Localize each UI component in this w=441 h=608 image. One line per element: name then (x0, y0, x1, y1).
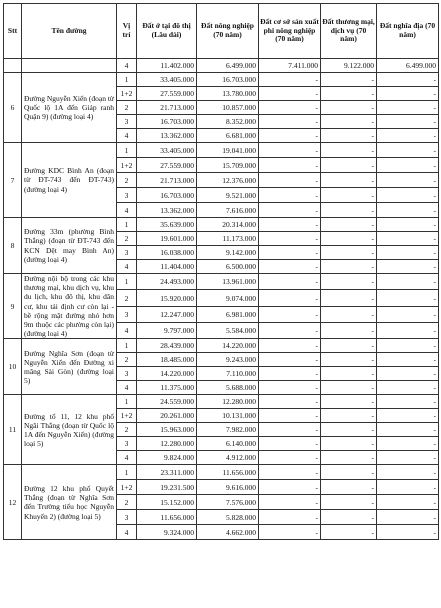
header-cemetery: Đất nghĩa địa (70 năm) (377, 4, 439, 59)
agricultural-price: 9.243.000 (197, 353, 259, 367)
agricultural-price: 5.688.000 (197, 381, 259, 395)
street-name: Đường KDC Bình An (đoạn từ ĐT-743 đến ĐT-743) (đường loại 4) (22, 143, 117, 218)
agricultural-price: 13.961.000 (197, 274, 259, 290)
cemetery-price: - (377, 480, 439, 495)
carry-over-street (22, 59, 117, 73)
position-cell: 3 (117, 246, 137, 260)
commercial-price: - (321, 260, 377, 274)
cemetery-price: - (377, 203, 439, 218)
non-agri-price: - (259, 143, 321, 158)
table-row (4, 218, 439, 232)
urban-land-price: 33.405.000 (137, 73, 197, 87)
cemetery-price: - (377, 143, 439, 158)
non-agri-price: - (259, 129, 321, 143)
urban-land-price: 28.439.000 (137, 339, 197, 353)
commercial-price: - (321, 353, 377, 367)
agricultural-price: 19.041.000 (197, 143, 259, 158)
urban-land-price: 19.601.000 (137, 232, 197, 246)
commercial-price: - (321, 188, 377, 203)
commercial-price: - (321, 274, 377, 290)
commercial-price: - (321, 395, 377, 409)
agricultural-price: 6.681.000 (197, 129, 259, 143)
cemetery-price: - (377, 246, 439, 260)
table-row (4, 143, 439, 158)
position-cell: 2 (117, 495, 137, 510)
street-name: Đường nội bộ trong các khu thương mại, khu dịch vụ, khu du lịch, khu đô thị, khu dân cư, khu tái định cư còn lại - bề rộng mặt đường nhỏ hơn 9m thuộc các phường còn lại) (đường loại 4) (22, 274, 117, 339)
urban-land-price: 14.220.000 (137, 367, 197, 381)
position-cell: 3 (117, 188, 137, 203)
urban-land-price: 27.559.000 (137, 87, 197, 101)
cemetery-price: - (377, 115, 439, 129)
commercial-price: - (321, 87, 377, 101)
agricultural-price: 9.521.000 (197, 188, 259, 203)
position-cell: 1 (117, 73, 137, 87)
commercial-price: - (321, 218, 377, 232)
non-agri-price: - (259, 203, 321, 218)
cemetery-price: - (377, 158, 439, 173)
row-stt: 7 (4, 143, 22, 218)
non-agri-price: - (259, 274, 321, 290)
agricultural-price: 10.857.000 (197, 101, 259, 115)
non-agri-price: - (259, 367, 321, 381)
position-cell: 3 (117, 510, 137, 525)
position-cell: 3 (117, 367, 137, 381)
non-agri-price: - (259, 246, 321, 260)
urban-land-price: 11.656.000 (137, 510, 197, 525)
header-commercial: Đất thương mại, dịch vụ (70 năm) (321, 4, 377, 59)
non-agri-price: - (259, 306, 321, 322)
row-stt: 10 (4, 339, 22, 395)
position-cell: 2 (117, 353, 137, 367)
non-agri-price: - (259, 353, 321, 367)
cemetery-price: - (377, 87, 439, 101)
carry-over-position: 4 (117, 59, 137, 73)
urban-land-price: 11.404.000 (137, 260, 197, 274)
agricultural-price: 10.131.000 (197, 409, 259, 423)
cemetery-price: - (377, 395, 439, 409)
agricultural-price: 7.616.000 (197, 203, 259, 218)
non-agri-price: - (259, 188, 321, 203)
non-agri-price: - (259, 423, 321, 437)
urban-land-price: 12.247.000 (137, 306, 197, 322)
cemetery-price: - (377, 274, 439, 290)
table-row (4, 465, 439, 480)
position-cell: 4 (117, 323, 137, 339)
commercial-price: - (321, 232, 377, 246)
street-name: Đường Nguyễn Xiển (đoạn từ Quốc lộ 1A đến Giáp ranh Quận 9) (đường loại 4) (22, 73, 117, 143)
position-cell: 4 (117, 203, 137, 218)
agricultural-price: 11.173.000 (197, 232, 259, 246)
cemetery-price: - (377, 525, 439, 540)
cemetery-price: - (377, 409, 439, 423)
commercial-price: - (321, 173, 377, 188)
cemetery-price: - (377, 495, 439, 510)
commercial-price: - (321, 306, 377, 322)
row-stt: 9 (4, 274, 22, 339)
agricultural-price: 20.314.000 (197, 218, 259, 232)
agricultural-price: 5.828.000 (197, 510, 259, 525)
agricultural-price: 11.656.000 (197, 465, 259, 480)
non-agri-price: - (259, 232, 321, 246)
agricultural-price: 12.376.000 (197, 173, 259, 188)
position-cell: 2 (117, 173, 137, 188)
urban-land-price: 21.713.000 (137, 173, 197, 188)
agricultural-price: 6.140.000 (197, 437, 259, 451)
position-cell: 2 (117, 101, 137, 115)
commercial-price: - (321, 465, 377, 480)
carry-over-cemetery: 6.499.000 (377, 59, 439, 73)
position-cell: 2 (117, 423, 137, 437)
commercial-price: - (321, 367, 377, 381)
cemetery-price: - (377, 381, 439, 395)
table-row (4, 339, 439, 353)
non-agri-price: - (259, 73, 321, 87)
agricultural-price: 7.982.000 (197, 423, 259, 437)
position-cell: 1 (117, 274, 137, 290)
urban-land-price: 24.559.000 (137, 395, 197, 409)
position-cell: 1 (117, 465, 137, 480)
non-agri-price: - (259, 323, 321, 339)
position-cell: 2 (117, 232, 137, 246)
commercial-price: - (321, 381, 377, 395)
agricultural-price: 12.280.000 (197, 395, 259, 409)
cemetery-price: - (377, 367, 439, 381)
commercial-price: - (321, 451, 377, 465)
commercial-price: - (321, 423, 377, 437)
urban-land-price: 13.362.000 (137, 203, 197, 218)
carry-over-commercial: 9.122.000 (321, 59, 377, 73)
agricultural-price: 9.142.000 (197, 246, 259, 260)
cemetery-price: - (377, 188, 439, 203)
header-urban-land: Đất ở tại đô thị (Lâu dài) (137, 4, 197, 59)
agricultural-price: 6.500.000 (197, 260, 259, 274)
non-agri-price: - (259, 260, 321, 274)
cemetery-price: - (377, 290, 439, 306)
cemetery-price: - (377, 437, 439, 451)
position-cell: 1+2 (117, 158, 137, 173)
row-stt: 12 (4, 465, 22, 540)
header-position: Vị trí (117, 4, 137, 59)
cemetery-price: - (377, 101, 439, 115)
commercial-price: - (321, 409, 377, 423)
cemetery-price: - (377, 73, 439, 87)
non-agri-price: - (259, 158, 321, 173)
carry-over-nonagri: 7.411.000 (259, 59, 321, 73)
non-agri-price: - (259, 339, 321, 353)
row-stt: 8 (4, 218, 22, 274)
agricultural-price: 9.074.000 (197, 290, 259, 306)
header-stt: Stt (4, 4, 22, 59)
cemetery-price: - (377, 339, 439, 353)
non-agri-price: - (259, 101, 321, 115)
non-agri-price: - (259, 173, 321, 188)
header-agricultural: Đất nông nghiệp (70 năm) (197, 4, 259, 59)
urban-land-price: 19.231.500 (137, 480, 197, 495)
urban-land-price: 20.261.000 (137, 409, 197, 423)
commercial-price: - (321, 158, 377, 173)
cemetery-price: - (377, 129, 439, 143)
urban-land-price: 35.639.000 (137, 218, 197, 232)
position-cell: 1 (117, 395, 137, 409)
agricultural-price: 14.220.000 (197, 339, 259, 353)
urban-land-price: 13.362.000 (137, 129, 197, 143)
position-cell: 4 (117, 525, 137, 540)
urban-land-price: 21.713.000 (137, 101, 197, 115)
position-cell: 1+2 (117, 87, 137, 101)
header-street: Tên đường (22, 4, 117, 59)
position-cell: 1 (117, 339, 137, 353)
position-cell: 4 (117, 381, 137, 395)
agricultural-price: 8.352.000 (197, 115, 259, 129)
carry-over-urban: 11.402.000 (137, 59, 197, 73)
non-agri-price: - (259, 409, 321, 423)
non-agri-price: - (259, 87, 321, 101)
non-agri-price: - (259, 437, 321, 451)
commercial-price: - (321, 510, 377, 525)
street-name: Đường 12 khu phố Quyết Thắng (đoạn từ Nghĩa Sơn đến Trường tiểu học Nguyễn Khuyến 2) (đường loại 5) (22, 465, 117, 540)
commercial-price: - (321, 246, 377, 260)
non-agri-price: - (259, 395, 321, 409)
urban-land-price: 9.824.000 (137, 451, 197, 465)
cemetery-price: - (377, 465, 439, 480)
position-cell: 4 (117, 129, 137, 143)
street-name: Đường Nghĩa Sơn (đoạn từ Nguyễn Xiển đến Đường xi măng Sài Gòn) (đường loại 5) (22, 339, 117, 395)
agricultural-price: 7.576.000 (197, 495, 259, 510)
agricultural-price: 16.703.000 (197, 73, 259, 87)
commercial-price: - (321, 290, 377, 306)
urban-land-price: 24.493.000 (137, 274, 197, 290)
urban-land-price: 33.405.000 (137, 143, 197, 158)
urban-land-price: 15.963.000 (137, 423, 197, 437)
table-row (4, 274, 439, 290)
urban-land-price: 15.152.000 (137, 495, 197, 510)
non-agri-price: - (259, 495, 321, 510)
commercial-price: - (321, 480, 377, 495)
cemetery-price: - (377, 306, 439, 322)
urban-land-price: 16.038.000 (137, 246, 197, 260)
cemetery-price: - (377, 323, 439, 339)
commercial-price: - (321, 143, 377, 158)
row-stt: 11 (4, 395, 22, 465)
commercial-price: - (321, 339, 377, 353)
agricultural-price: 6.981.000 (197, 306, 259, 322)
carry-over-stt (4, 59, 22, 73)
row-stt: 6 (4, 73, 22, 143)
cemetery-price: - (377, 423, 439, 437)
cemetery-price: - (377, 451, 439, 465)
urban-land-price: 15.920.000 (137, 290, 197, 306)
urban-land-price: 18.485.000 (137, 353, 197, 367)
commercial-price: - (321, 101, 377, 115)
commercial-price: - (321, 129, 377, 143)
non-agri-price: - (259, 465, 321, 480)
urban-land-price: 12.280.000 (137, 437, 197, 451)
position-cell: 4 (117, 451, 137, 465)
commercial-price: - (321, 73, 377, 87)
position-cell: 1 (117, 143, 137, 158)
cemetery-price: - (377, 510, 439, 525)
commercial-price: - (321, 115, 377, 129)
commercial-price: - (321, 525, 377, 540)
urban-land-price: 23.311.000 (137, 465, 197, 480)
position-cell: 3 (117, 306, 137, 322)
agricultural-price: 13.780.000 (197, 87, 259, 101)
urban-land-price: 11.375.000 (137, 381, 197, 395)
cemetery-price: - (377, 218, 439, 232)
position-cell: 4 (117, 260, 137, 274)
land-price-table (3, 3, 439, 540)
urban-land-price: 27.559.000 (137, 158, 197, 173)
position-cell: 1+2 (117, 409, 137, 423)
commercial-price: - (321, 495, 377, 510)
agricultural-price: 4.662.000 (197, 525, 259, 540)
street-name: Đường tổ 11, 12 khu phố Ngãi Thắng (đoạn từ Quốc lộ 1A đến Nguyễn Xiển) (đường loại 5) (22, 395, 117, 465)
position-cell: 2 (117, 290, 137, 306)
commercial-price: - (321, 203, 377, 218)
agricultural-price: 15.709.000 (197, 158, 259, 173)
cemetery-price: - (377, 232, 439, 246)
non-agri-price: - (259, 525, 321, 540)
non-agri-price: - (259, 381, 321, 395)
street-name: Đường 33m (phường Bình Thắng) (đoạn từ ĐT-743 đến KCN Dệt may Bình An) (đường loại 4) (22, 218, 117, 274)
header-non-agri-production: Đất cơ sở sản xuất phi nông nghiệp (70 năm) (259, 4, 321, 59)
non-agri-price: - (259, 218, 321, 232)
urban-land-price: 16.703.000 (137, 188, 197, 203)
cemetery-price: - (377, 173, 439, 188)
urban-land-price: 9.324.000 (137, 525, 197, 540)
non-agri-price: - (259, 510, 321, 525)
cemetery-price: - (377, 353, 439, 367)
urban-land-price: 9.797.000 (137, 323, 197, 339)
carry-over-agri: 6.499.000 (197, 59, 259, 73)
agricultural-price: 5.584.000 (197, 323, 259, 339)
non-agri-price: - (259, 480, 321, 495)
position-cell: 3 (117, 437, 137, 451)
table-row (4, 395, 439, 409)
position-cell: 3 (117, 115, 137, 129)
non-agri-price: - (259, 451, 321, 465)
agricultural-price: 9.616.000 (197, 480, 259, 495)
urban-land-price: 16.703.000 (137, 115, 197, 129)
commercial-price: - (321, 437, 377, 451)
header-row (4, 4, 439, 59)
non-agri-price: - (259, 290, 321, 306)
cemetery-price: - (377, 260, 439, 274)
table-row (4, 73, 439, 87)
carry-over-row (4, 59, 439, 73)
position-cell: 1 (117, 218, 137, 232)
non-agri-price: - (259, 115, 321, 129)
agricultural-price: 7.110.000 (197, 367, 259, 381)
commercial-price: - (321, 323, 377, 339)
agricultural-price: 4.912.000 (197, 451, 259, 465)
position-cell: 1+2 (117, 480, 137, 495)
